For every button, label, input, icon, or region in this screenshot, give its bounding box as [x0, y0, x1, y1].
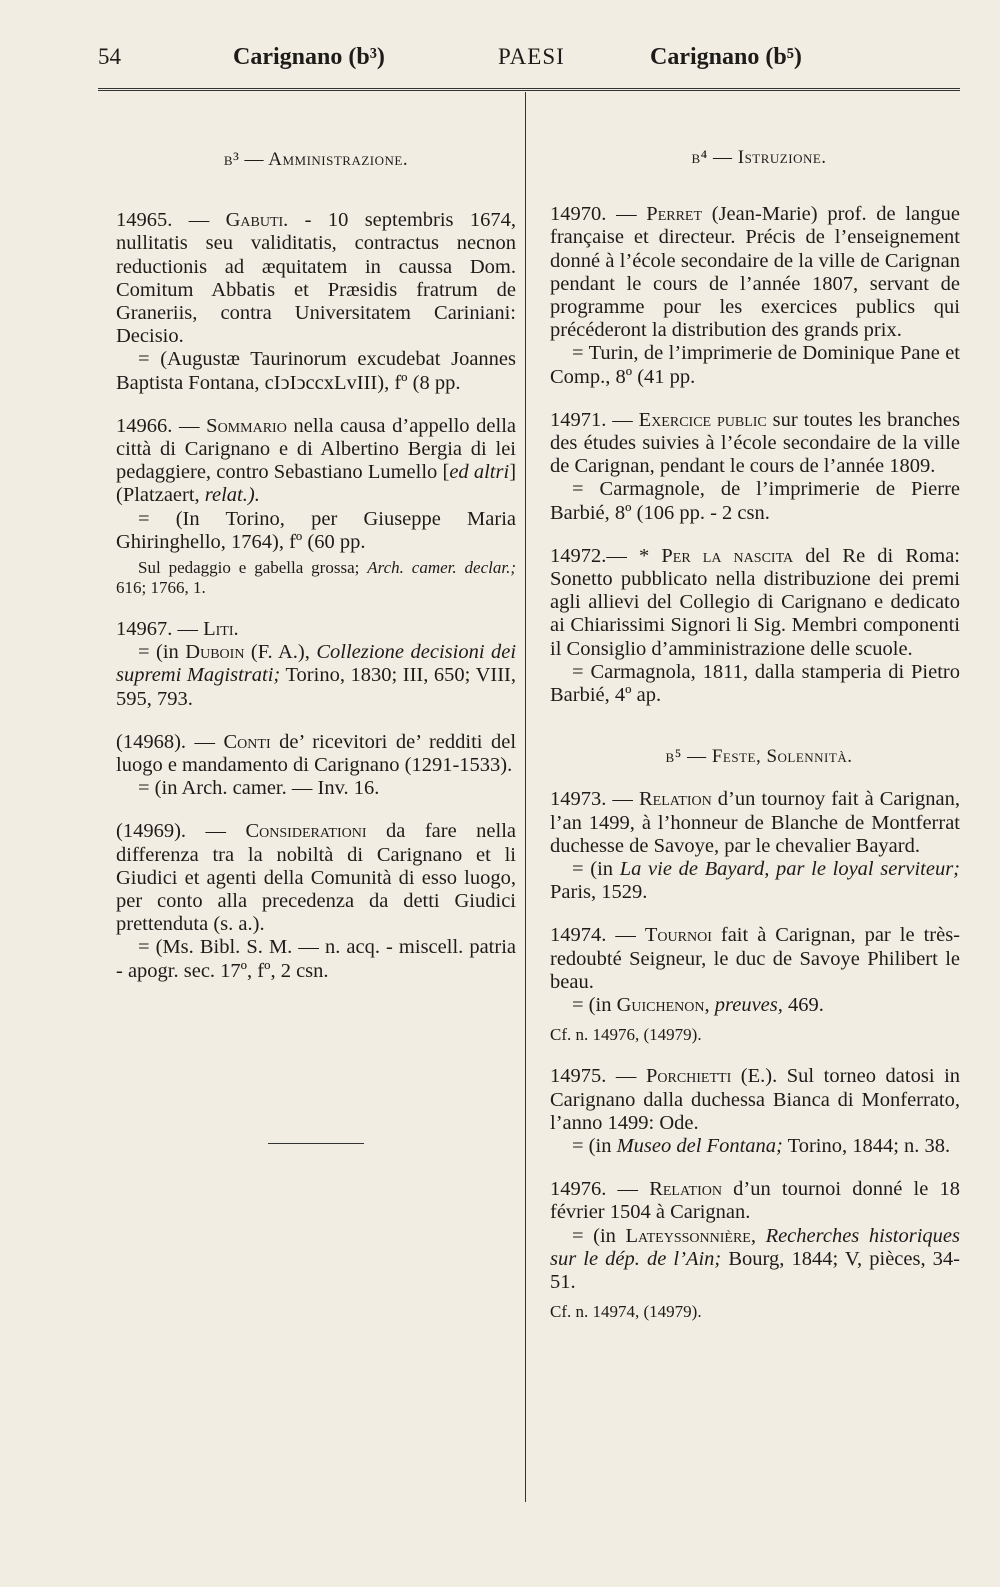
- section-heading-b4: b⁴ — Istruzione.: [691, 147, 827, 168]
- entry-number: 14966.: [116, 414, 173, 437]
- entry-text: sur toutes les branches des études suivies à l’école secondaire de la ville de Carignan, pendant le cours de l’année 1809.: [550, 408, 961, 478]
- entry-14967: 14967. — Liti. = (in Duboin (F. A.), Collezione decisioni dei supremi Magistrati; Torino, 1830; III, 650; VIII, 595, 793.: [116, 618, 517, 710]
- entry-author: Exercice public: [638, 408, 767, 431]
- imprint-prefix: = (in: [572, 1224, 616, 1247]
- entry-text: (E.). Sul torneo datosi in Carignano dalla duchessa Bianca di Monferrato, l’anno 1499: Ode.: [550, 1065, 961, 1134]
- imprint-author: Guichenon,: [616, 994, 710, 1017]
- imprint-prefix: = (in: [572, 1134, 612, 1157]
- imprint-title: La vie de Bayard, par le loyal serviteur;: [619, 858, 960, 881]
- imprint-author: Duboin: [185, 641, 245, 664]
- entry-number: (14969).: [116, 820, 187, 843]
- imprint-author: Lateyssonnière,: [625, 1224, 756, 1247]
- entry-note: [116, 558, 516, 598]
- page-number: 54: [98, 44, 121, 69]
- imprint-title: Recherches historiques sur le dép. de l’Ain;: [550, 1224, 960, 1270]
- column-divider: [525, 92, 526, 1502]
- entry-text: del Re di Roma: Sonetto pubblicato nella distribuzione dei premi agli allievi del Collegio di Carignano e dedicato ai Chiarissimi Signori li Sig. Membri componenti il Consiglio d’amministrazione delle scuole.: [550, 544, 961, 660]
- imprint-place: Torino, 1830; III, 650; VIII, 595, 793.: [116, 664, 516, 710]
- entry-author: Tournoi: [644, 924, 712, 947]
- entry-relat: relat.).: [204, 484, 260, 507]
- note-text-end: 616; 1766, 1.: [116, 578, 206, 598]
- entry-imprint: = Carmagnole, de l’imprimerie de Pierre Barbié, 8º (106 pp. - 2 csn.: [550, 478, 960, 524]
- entry-author: Perret: [646, 203, 703, 226]
- note-text: Sul pedaggio e gabella grossa;: [138, 558, 360, 578]
- entry-imprint: = (In Torino, per Giuseppe Maria Ghiringhello, 1764), fº (60 pp.: [116, 507, 516, 553]
- entry-number: 14972.— *: [550, 544, 650, 567]
- right-column: [550, 100, 961, 1342]
- entry-14972: [550, 545, 960, 707]
- entry-author: Liti.: [203, 618, 239, 641]
- entry-14974: 14974. — Tournoi fait à Carignan, par le très-redoubté Seigneur, le duc de Savoye Philibert le beau. = (in Guichenon, preuves, 469. Cf. n. 14976, (14979).: [550, 924, 960, 1045]
- imprint-place: 469.: [788, 994, 824, 1017]
- entry-14970: 14970. — Perret (Jean-Marie) prof. de langue française et directeur. Précis de l’enseignement donné à l’école secondaire de la ville de Carignan pendant le cours de l’année 1807, servant de programme pour les exercices publics qui précéderont la distribution des grands prix. = Turin, de l’imprimerie de Dominique Pane et Comp., 8º (41 pp.: [550, 203, 961, 388]
- entry-imprint: [550, 994, 960, 1017]
- entry-author: Gabuti.: [225, 209, 289, 232]
- entry-author: Sommario: [206, 414, 287, 437]
- entry-number: 14974.: [550, 924, 607, 947]
- entry-14966: 14966. — Sommario nella causa d’appello della città di Carignano e di Albertino Bergia di lei pedaggiere, contro Sebastiano Lumello [ed altri] (Platzaert, relat.). = (In Torino, per Giuseppe Maria Ghiringhello, 1764), fº (60 pp. Sul pedaggio e gabella grossa; Arch. camer. declar.; 616; 1766, 1.: [116, 414, 517, 598]
- entry-text: da fare nella differenza tra la nobiltà di Carignano et li Giudici et agenti della Comunità di esso luogo, per conto alla precedenza da detti Giudici prettenduta (s. a.).: [116, 820, 516, 936]
- entry-14969: (14969). — Considerationi da fare nella differenza tra la nobiltà di Carignano et li Giudici et agenti della Comunità di esso luogo, per conto alla precedenza da detti Giudici prettenduta (s. a.). = (Ms. Bibl. S. M. — n. acq. - miscell. patria - apogr. sec. 17º, fº, 2 csn.: [116, 820, 516, 982]
- entry-imprint: = (Augustæ Taurinorum excudebat Joannes Baptista Fontana, cIↄIↄccxLvIII), fº (8 pp.: [116, 348, 516, 394]
- running-title-left: Carignano (b³): [233, 44, 385, 70]
- entry-14973: 14973. — Relation d’un tournoy fait à Carignan, l’an 1499, à l’honneur de Blanche de Montferrat duchesse de Savoye, par le chevalier Bayard. = (in La vie de Bayard, par le loyal serviteur; Paris, 1529.: [550, 788, 960, 904]
- running-head: [98, 40, 960, 80]
- section-heading-b3: b³ — Amministrazione.: [223, 149, 409, 170]
- entry-14971: 14971. — Exercice public sur toutes les branches des études suivies à l’école secondaire de la ville de Carignan, pendant le cours de l’année 1809. = Carmagnole, de l’imprimerie de Pierre Barbié, 8º (106 pp. - 2 csn.: [550, 408, 961, 524]
- imprint-place: Bourg, 1844; V, pièces, 34-51.: [550, 1247, 961, 1293]
- imprint-title: Museo del Fontana;: [616, 1134, 783, 1157]
- entry-imprint: = (Ms. Bibl. S. M. — n. acq. - miscell. patria - apogr. sec. 17º, fº, 2 csn.: [116, 936, 516, 982]
- imprint-initials: (F. A.),: [250, 641, 310, 664]
- entry-14976: 14976. — Relation d’un tournoi donné le 18 février 1504 à Carignan. = (in Lateyssonnière, Recherches historiques sur le dép. de l’Ain; Bourg, 1844; V, pièces, 34-51. Cf. n. 14974, (14979).: [550, 1178, 961, 1322]
- entry-number: 14965.: [116, 209, 173, 232]
- entry-number: 14971.: [550, 408, 607, 431]
- running-title-center: PAESI: [498, 44, 565, 69]
- entry-14965: 14965. — Gabuti. - 10 septembris 1674, nullitatis seu validitatis, contractus necnon reductionis ad æquitatem in caussa Dom. Comitum Abbatis et Præsidis fratrum de Graneriis, contra Universitatem Cariniani: Decisio. = (Augustæ Taurinorum excudebat Joannes Baptista Fontana, cIↄIↄccxLvIII), fº (8 pp.: [116, 209, 516, 394]
- entry-imprint: = (in Arch. camer. — Inv. 16.: [138, 777, 380, 800]
- entry-author: Relation: [638, 788, 712, 811]
- entry-imprint: = Carmagnola, 1811, dalla stamperia di Pietro Barbié, 4º ap.: [550, 660, 960, 707]
- entry-author: Per la nascita: [661, 544, 794, 567]
- entry-text: - 10 septembris 1674, nullitatis seu validitatis, contractus necnon reductionis ad æquitatem in caussa Dom. Comitum Abbatis et Præsidis fratrum de Graneriis, contra Universitatem Cariniani: Decisio.: [116, 209, 516, 348]
- entry-number: 14976.: [550, 1178, 607, 1201]
- imprint-place: Torino, 1844; n. 38.: [787, 1134, 951, 1157]
- entry-imprint: [550, 1225, 960, 1295]
- entry-author: Considerationi: [245, 820, 367, 843]
- entry-number: 14975.: [550, 1065, 607, 1088]
- entry-imprint: [550, 1135, 960, 1158]
- entry-imprint: [550, 858, 960, 904]
- entry-number: 14973.: [550, 788, 607, 811]
- entry-text: nella causa d’appello della città di Carignano e di Albertino Bergia di lei pedaggiere, contro Sebastiano Lumello [: [116, 414, 517, 484]
- imprint-prefix: = (in: [138, 641, 179, 664]
- entry-14975: 14975. — Porchietti (E.). Sul torneo datosi in Carignano dalla duchessa Bianca di Monferrato, l’anno 1499: Ode. = (in Museo del Fontana; Torino, 1844; n. 38.: [550, 1065, 961, 1157]
- entry-text: (Jean-Marie) prof. de langue française et directeur. Précis de l’enseignement donné à l’école secondaire de la ville de Carignan pendant le cours de l’année 1807, servant de programme pour les exercices publics qui précéderont la distribution des grands prix.: [550, 203, 961, 342]
- entry-number: 14970.: [550, 203, 607, 226]
- imprint-title: Collezione decisioni dei supremi Magistrati;: [116, 641, 517, 687]
- end-rule: [268, 1143, 364, 1144]
- entry-author: Conti: [223, 730, 271, 753]
- entry-text: fait à Carignan, par le très-redoubté Seigneur, le duc de Savoye Philibert le beau.: [550, 924, 960, 993]
- entry-text: d’un tournoi donné le 18 février 1504 à Carignan.: [550, 1178, 960, 1224]
- imprint-prefix: = (in: [572, 994, 612, 1017]
- entry-14968: (14968). — Conti de’ ricevitori de’ redditi del luogo e mandamento di Carignano (1291-1533). = (in Arch. camer. — Inv. 16.: [116, 730, 517, 800]
- entry-number: 14967.: [116, 618, 173, 641]
- imprint-prefix: = (in: [572, 858, 614, 881]
- note-italic: Arch. camer. declar.;: [367, 558, 516, 578]
- entry-cross-reference: Cf. n. 14976, (14979).: [550, 1025, 702, 1045]
- entry-imprint: [116, 641, 516, 711]
- header-rule: [98, 88, 960, 91]
- entry-text-italic: ed altri: [449, 461, 510, 484]
- imprint-title: preuves,: [714, 994, 783, 1017]
- entry-text: d’un tournoy fait à Carignan, l’an 1499, à l’honneur de Blanche de Montferrat duchesse de Savoye, par le chevalier Bayard.: [550, 788, 960, 857]
- entry-number: (14968).: [116, 730, 187, 753]
- entry-author: Relation: [649, 1178, 722, 1201]
- entry-imprint: = Turin, de l’imprimerie de Dominique Pane et Comp., 8º (41 pp.: [550, 342, 960, 388]
- entry-cross-reference: Cf. n. 14974, (14979).: [550, 1302, 702, 1322]
- entry-text-cont: ] (Platzaert,: [116, 461, 517, 507]
- entry-text: de’ ricevitori de’ redditi del luogo e mandamento di Carignano (1291-1533).: [116, 730, 517, 777]
- running-title-right: Carignano (b⁵): [650, 44, 802, 70]
- left-column: [116, 100, 516, 1144]
- section-heading-b5: b⁵ — Feste, Solennità.: [665, 746, 853, 768]
- imprint-place: Paris, 1529.: [550, 881, 648, 904]
- entry-author: Porchietti: [645, 1065, 732, 1088]
